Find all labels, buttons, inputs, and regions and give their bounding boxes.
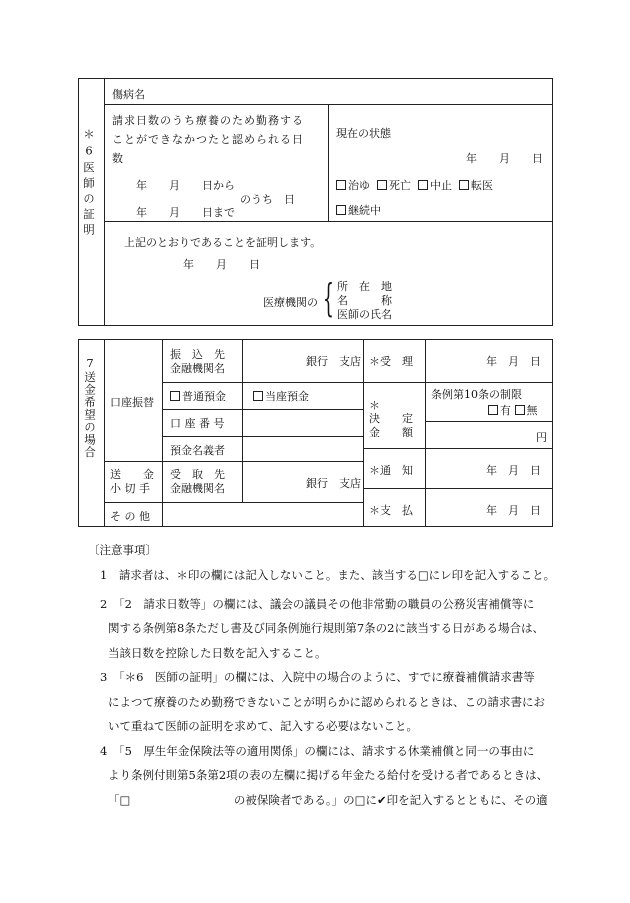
- from-date[interactable]: 年 月 日から: [136, 179, 235, 192]
- recipient-suffix[interactable]: 銀行 支店: [306, 477, 361, 490]
- note-line: いて重ねて医師の証明を求めて、記入する必要はないこと。: [108, 719, 418, 733]
- section7-side-label: 7送金希望の場合: [83, 356, 97, 459]
- checkbox-icon: [515, 405, 525, 415]
- bank-label-2: 金融機関名: [170, 362, 225, 375]
- days-label-line2: ことができなかつたと認められる日: [112, 133, 304, 146]
- receipt-date[interactable]: 年 月 日: [486, 355, 541, 368]
- checkbox-icon: [336, 205, 346, 215]
- certify-date[interactable]: 年 月 日: [183, 258, 260, 271]
- days-of-which[interactable]: のうち 日: [240, 193, 295, 206]
- receipt-label: ＊受 理: [369, 355, 413, 368]
- days-label-line3: 数: [112, 152, 123, 165]
- limit-options: [488, 402, 538, 418]
- note-line: 当該日数を控除した日数を記入すること。: [108, 646, 327, 660]
- recipient-label-2: 金融機関名: [170, 482, 225, 495]
- ordinary-deposit-option[interactable]: 普通預金: [170, 390, 226, 403]
- disease-name-label: 傷病名: [112, 88, 145, 101]
- checkbox-icon: [459, 180, 469, 190]
- limit-label: 条例第10条の制限: [431, 388, 522, 401]
- other-label: そ の 他: [110, 510, 150, 523]
- note-line: 1 請求者は、＊印の欄には記入しないこと。また、該当する□にレ印を記入すること。: [100, 568, 556, 582]
- certify-text: 上記のとおりであることを証明します。: [124, 236, 322, 249]
- notes-heading: 〔注意事項〕: [88, 543, 157, 557]
- current-status-label: 現在の状態: [336, 127, 391, 140]
- decision-label-1: 決 定: [369, 412, 413, 425]
- bank-label-1: 振 込 先: [170, 348, 225, 361]
- checkbox-icon: [488, 405, 498, 415]
- yen-label: 円: [536, 431, 547, 444]
- decision-label-2: 金 額: [369, 426, 413, 439]
- note-line: 2 「2 請求日数等」の欄には、議会の議員その他非常勤の職員の公務災害補償等に: [100, 597, 535, 611]
- account-holder-label: 預金名義者: [170, 444, 225, 457]
- status-cured[interactable]: 治ゆ: [336, 179, 370, 192]
- brace-icon: {: [323, 276, 334, 320]
- status-date[interactable]: 年 月 日: [466, 152, 543, 165]
- institution-name[interactable]: 名 称: [337, 294, 392, 307]
- recipient-label-1: 受 取 先: [170, 468, 225, 481]
- checkbox-icon: [377, 180, 387, 190]
- transfer-label: 口座振替: [110, 396, 154, 409]
- days-label-line1: 請求日数のうち療養のため勤務する: [112, 114, 304, 127]
- notice-label: ＊通 知: [369, 464, 413, 477]
- current-deposit-option[interactable]: 当座預金: [253, 390, 309, 403]
- bank-suffix[interactable]: 銀行 支店: [306, 355, 361, 368]
- notice-date[interactable]: 年 月 日: [486, 464, 541, 477]
- note-line: 4 「5 厚生年金保険法等の適用関係」の欄には、請求する休業補償と同一の事由に: [100, 744, 535, 758]
- check-label-1: 送 金: [110, 468, 154, 481]
- to-date[interactable]: 年 月 日まで: [136, 206, 235, 219]
- decision-star: ＊: [369, 399, 380, 412]
- note-line: より条例付則第5条第2項の表の左欄に掲げる年金たる給付を受ける者であるときは、: [108, 768, 549, 782]
- check-label-2: 小 切 手: [110, 482, 150, 495]
- payment-label: ＊支 払: [369, 504, 413, 517]
- institution-label: 医療機関の: [263, 296, 318, 309]
- status-stopped[interactable]: 中止: [418, 179, 452, 192]
- account-number-label: 口 座 番 号: [170, 417, 225, 430]
- doctor-name[interactable]: 医師の氏名: [337, 308, 392, 321]
- checkbox-icon: [170, 391, 180, 401]
- note-line: 「□ の被保険者である。」の□に✔印を記入するとともに、その適: [108, 793, 548, 807]
- limit-no[interactable]: 無: [515, 404, 538, 417]
- status-death[interactable]: 死亡: [377, 179, 411, 192]
- status-continuing[interactable]: 継続中: [336, 202, 381, 218]
- institution-address[interactable]: 所 在 地: [337, 280, 392, 293]
- checkbox-icon: [253, 391, 263, 401]
- checkbox-icon: [336, 180, 346, 190]
- account-types: [170, 388, 309, 404]
- status-options: [336, 177, 493, 193]
- payment-date[interactable]: 年 月 日: [486, 504, 541, 517]
- status-transferred[interactable]: 転医: [459, 179, 493, 192]
- note-line: 3 「＊6 医師の証明」の欄には、入院中の場合のように、すでに療養補償請求書等: [100, 670, 535, 684]
- note-line: によつて療養のため勤務できないことが明らかに認められるときは、この請求書にお: [108, 695, 545, 709]
- note-line: 関する条例第8条ただし書及び同条例施行規則第7条の2に該当する日がある場合は、: [108, 621, 544, 635]
- section6-side-label: ＊6医師の証明: [82, 128, 96, 239]
- checkbox-icon: [418, 180, 428, 190]
- limit-yes[interactable]: 有: [488, 404, 511, 417]
